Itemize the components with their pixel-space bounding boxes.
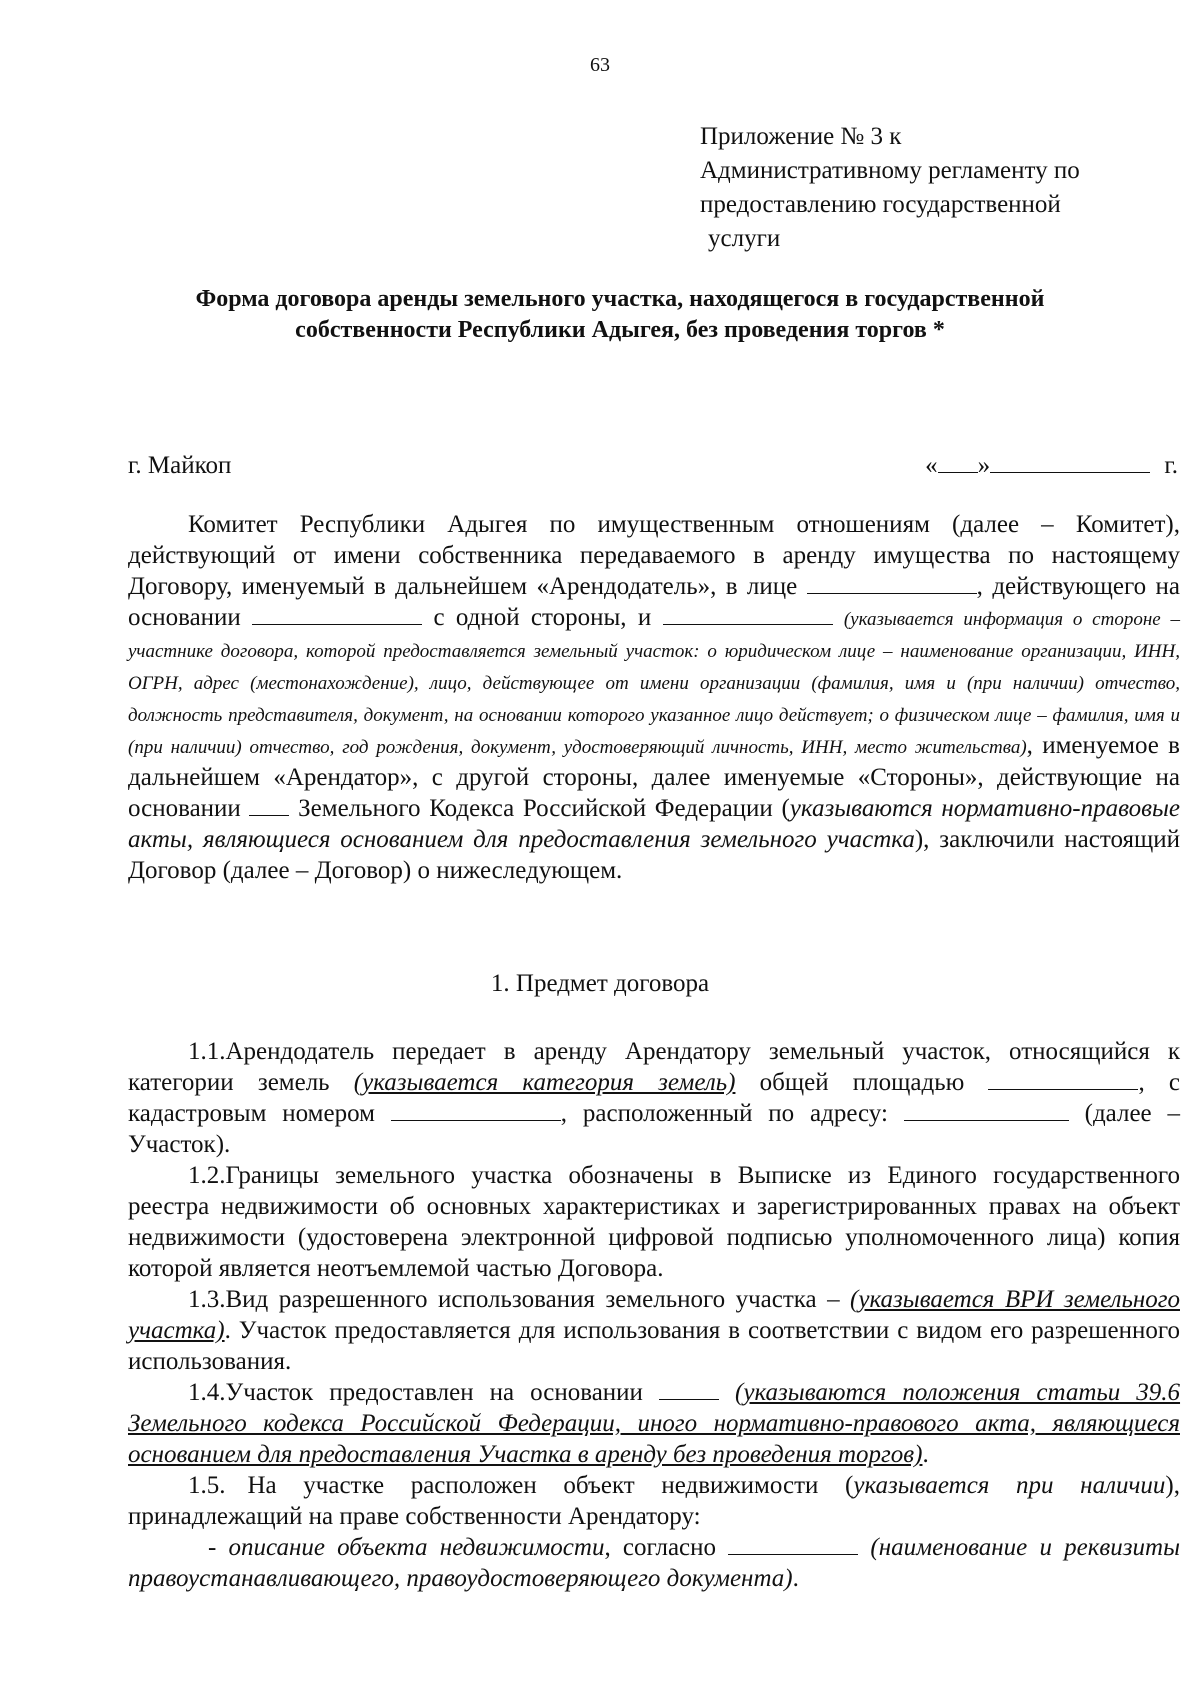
clause-text: . Участок предоставляется для использования в соответствии с видом его разрешенного использования. [128, 1317, 1180, 1375]
clause-text: общей площадью [759, 1069, 965, 1096]
clause-text: , расположенный по адресу: [560, 1100, 888, 1127]
clause-1-3 [128, 1284, 1180, 1377]
article-blank [249, 795, 289, 816]
intro-paragraph [128, 509, 1180, 886]
intro-basis: действующего на основании [128, 573, 1181, 631]
basis-blank [659, 1379, 719, 1400]
appendix-line: предоставлению государственной [700, 191, 1061, 218]
clause-text: 1.4.Участок предоставлен на основании [188, 1379, 643, 1406]
presence-note: указывается при наличии [853, 1472, 1166, 1499]
clause-text: , согласно [604, 1534, 717, 1561]
clause-text: ), принадлежащий на праве собственности Арендатору: [128, 1472, 1180, 1530]
date-field [925, 450, 1178, 481]
clause-text: На участке расположен объект недвижимости ( [247, 1472, 854, 1499]
clause-text: 1.3.Вид разрешенного использования земельного участка – [188, 1286, 840, 1313]
page-number: 63 [590, 54, 610, 76]
clause-text: (далее – Участок). [128, 1100, 1180, 1158]
clause-1-2: 1.2.Границы земельного участка обозначены в Выписке из Единого государственного реестра недвижимости об основных характеристиках и зарегистрированных правах на объект недвижимости (удостоверена электронной цифровой подписью уполномоченного лица) копия которой является неотъемлемой частью Договора. [128, 1162, 1180, 1282]
intro-tenant: , именуемое в дальнейшем «Арендатор», с другой стороны, далее именуемые «Стороны», действующие на основании [128, 732, 1180, 822]
title-line: Форма договора аренды земельного участка, находящегося в государственной [195, 286, 1045, 312]
appendix-block [700, 120, 1160, 256]
clause-1-4 [128, 1377, 1180, 1470]
intro-side: с одной стороны, и [433, 604, 652, 631]
vri-note: (указывается ВРИ земельного участка) [128, 1286, 1180, 1344]
area-blank [988, 1069, 1138, 1090]
title-line: собственности Республики Адыгея, без проведения торгов * [295, 317, 945, 343]
intro-code: Земельного Кодекса Российской Федерации ( [298, 795, 790, 822]
basis-blank [252, 604, 422, 625]
address-blank [904, 1100, 1069, 1121]
intro-comma: , [976, 573, 983, 600]
property-description: - описание объекта недвижимости [208, 1534, 605, 1561]
section-1-body [128, 1036, 1180, 1594]
quote-close: » [977, 452, 991, 479]
month-blank [990, 452, 1150, 473]
year-label: г. [1164, 452, 1178, 479]
city: г. Майкоп [128, 452, 232, 479]
tenant-note: (указывается информация о стороне – участнике договора, которой предоставляется земельный участок: о юридическом лице – наименование организации, ИНН, ОГРН, адрес (местонахождение), лицо, действующее от имени организации (фамилия, имя и (при наличии) отчество, должность представителя, документ, на основании которого указанное лицо действует; о физическом лице – фамилия, имя и (при наличии) отчество, год рождения, документ, удостоверяющий личность, ИНН, место жительства) [128, 609, 1181, 758]
appendix-line: Административному регламенту по [700, 157, 1080, 184]
intro-end: ), заключили настоящий Договор (далее – Договор) о нижеследующем. [128, 826, 1180, 884]
acts-note: указываются нормативно-правовые акты, являющиеся основанием для предоставления земельного участка [128, 795, 1181, 853]
representative-blank [807, 573, 977, 594]
clause-number: 1.5. [188, 1472, 226, 1499]
day-blank [938, 452, 978, 473]
tenant-blank [663, 604, 833, 625]
clause-text: . [792, 1565, 799, 1592]
document-note: (наименование и реквизиты правоустанавливающего, правоудостоверяющего документа) [128, 1534, 1181, 1592]
cadastral-blank [391, 1100, 561, 1121]
clause-text: , с кадастровым номером [128, 1069, 1181, 1127]
section-title: 1. Предмет договора [490, 970, 710, 997]
category-note: (указывается категория земель) [353, 1069, 736, 1096]
clause-property-line [128, 1532, 1180, 1594]
clause-1-1 [128, 1036, 1180, 1160]
document-blank [728, 1534, 858, 1555]
clause-text: . [922, 1441, 929, 1468]
place-date-line [128, 450, 1178, 482]
appendix-line: Приложение № 3 к [700, 123, 902, 150]
basis-note: (указываются положения статьи 39.6 Земельного кодекса Российской Федерации, иного нормативно-правового акта, являющиеся основанием для предоставления Участка в аренду без проведения торгов) [128, 1379, 1181, 1468]
quote-open: « [925, 452, 938, 479]
clause-1-5 [128, 1470, 1180, 1532]
intro-text: Комитет Республики Адыгея по имущественным отношениям (далее – Комитет), действующий от имени собственника передаваемого в аренду имущества по настоящему Договору, именуемый в дальнейшем «Арендодатель», в лице [128, 511, 1180, 600]
clause-text: 1.1.Арендодатель передает в аренду Арендатору земельный участок, относящийся к категории земель [128, 1038, 1180, 1096]
document-title [120, 284, 1120, 346]
appendix-line: услуги [708, 225, 781, 252]
